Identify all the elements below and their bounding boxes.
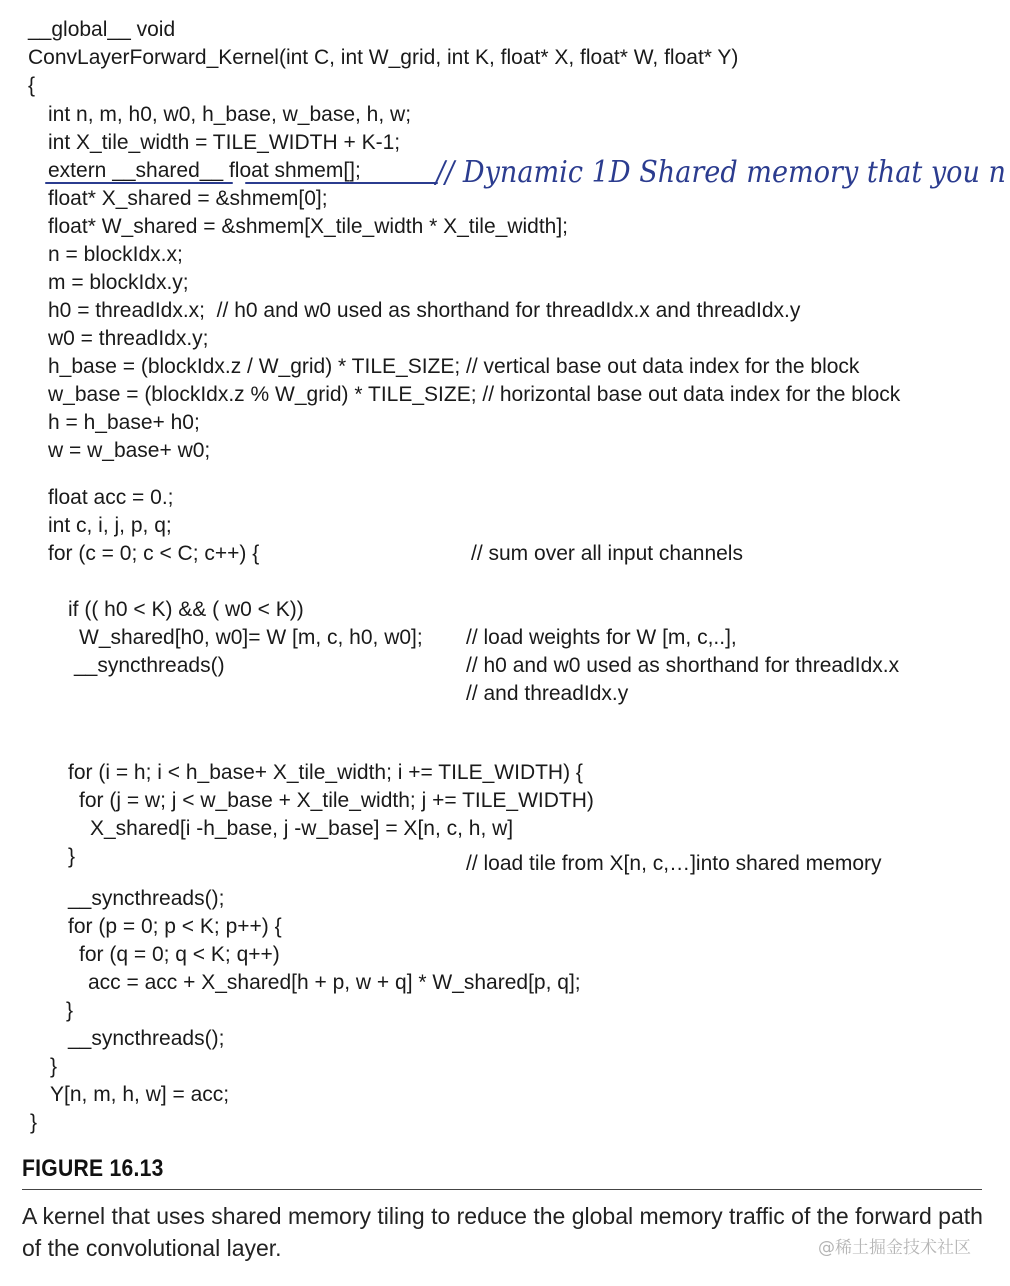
code-comment: // sum over all input channels — [471, 542, 743, 565]
code-line: } — [50, 1055, 58, 1078]
code-line: __syncthreads(); — [68, 887, 225, 910]
code-line: extern __shared__ float shmem[]; — [48, 159, 361, 182]
code-comment: // load weights for W [m, c,..], — [466, 626, 737, 649]
code-line: for (j = w; j < w_base + X_tile_width; j += TILE_WIDTH) — [79, 789, 594, 812]
code-line: for (p = 0; p < K; p++) { — [68, 915, 282, 938]
code-line: h = h_base+ h0; — [48, 411, 200, 434]
code-line: w_base = (blockIdx.z % W_grid) * TILE_SIZE; // horizontal base out data index for the block — [48, 383, 901, 406]
figure-label: FIGURE 16.13 — [22, 1155, 164, 1182]
code-line: W_shared[h0, w0]= W [m, c, h0, w0]; — [79, 626, 423, 649]
code-line: for (q = 0; q < K; q++) — [79, 943, 280, 966]
code-line: if (( h0 < K) && ( w0 < K)) — [68, 598, 304, 621]
code-line: for (c = 0; c < C; c++) { — [48, 542, 260, 565]
code-line: int X_tile_width = TILE_WIDTH + K-1; — [48, 131, 401, 154]
code-line: w = w_base+ w0; — [48, 439, 211, 462]
code-line: Y[n, m, h, w] = acc; — [50, 1083, 230, 1106]
code-comment: // h0 and w0 used as shorthand for threadIdx.x — [466, 654, 900, 677]
code-line: } — [68, 845, 76, 868]
code-line: float acc = 0.; — [48, 486, 174, 509]
code-line: } — [30, 1111, 38, 1134]
code-line: h_base = (blockIdx.z / W_grid) * TILE_SIZE; // vertical base out data index for the block — [48, 355, 860, 378]
code-line: __syncthreads(); — [68, 1027, 225, 1050]
code-line: float* X_shared = &shmem[0]; — [48, 187, 328, 210]
code-line: ConvLayerForward_Kernel(int C, int W_grid, int K, float* X, float* W, float* Y) — [28, 46, 739, 69]
code-line: h0 = threadIdx.x; // h0 and w0 used as shorthand for threadIdx.x and threadIdx.y — [48, 299, 801, 322]
code-comment: // load tile from X[n, c,…]into shared memory — [466, 852, 882, 875]
code-line: } — [66, 999, 74, 1022]
code-line: for (i = h; i < h_base+ X_tile_width; i += TILE_WIDTH) { — [68, 761, 583, 784]
watermark: @稀土掘金技术社区 — [818, 1238, 971, 1258]
code-line: acc = acc + X_shared[h + p, w + q] * W_shared[p, q]; — [88, 971, 581, 994]
figure-caption: A kernel that uses shared memory tiling to reduce the global memory traffic of the forward path of the convolutional layer. — [22, 1203, 983, 1261]
code-line: __global__ void — [28, 18, 176, 41]
code-line: m = blockIdx.y; — [48, 271, 189, 294]
annotation-text: // Dynamic 1D Shared memory that you n — [433, 155, 1006, 190]
code-line: { — [28, 74, 36, 97]
code-line: __syncthreads() — [74, 654, 225, 677]
handwritten-annotation — [0, 130, 1010, 210]
code-line: float* W_shared = &shmem[X_tile_width * X_tile_width]; — [48, 215, 569, 238]
caption-divider — [22, 1189, 982, 1190]
code-line: int n, m, h0, w0, h_base, w_base, h, w; — [48, 103, 412, 126]
code-line: w0 = threadIdx.y; — [48, 327, 209, 350]
code-line: n = blockIdx.x; — [48, 243, 183, 266]
code-line: int c, i, j, p, q; — [48, 514, 172, 537]
code-line: X_shared[i -h_base, j -w_base] = X[n, c, h, w] — [90, 817, 514, 840]
code-comment: // and threadIdx.y — [466, 682, 629, 705]
